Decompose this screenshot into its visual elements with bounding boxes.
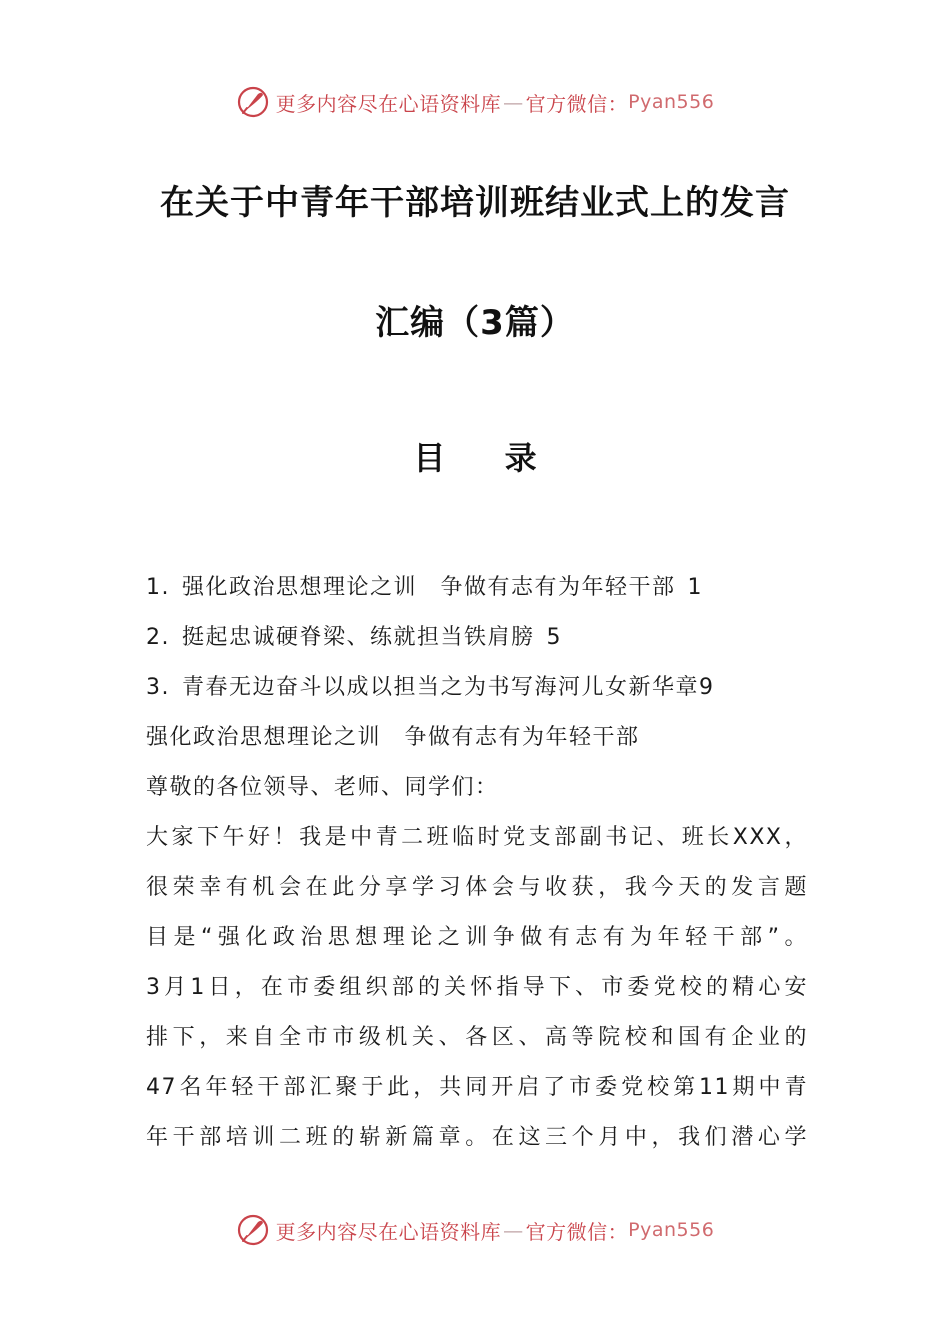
watermark-wechat-id: Pyan556: [628, 1219, 715, 1241]
watermark-prefix: 更多内容尽在心语资料库: [275, 1219, 502, 1244]
watermark-header: [0, 82, 950, 122]
watermark-footer: [0, 1210, 950, 1250]
watermark-wechat-id: Pyan556: [628, 91, 715, 113]
article-line: 排下，来自全市市级机关、各区、高等院校和国有企业的: [146, 1025, 808, 1050]
toc-item[interactable]: [146, 613, 808, 663]
watermark-suffix-label: 官方微信：: [525, 1219, 629, 1244]
toc-item-text: 挺起忠诚硬脊梁、练就担当铁肩膀: [182, 625, 535, 650]
toc-item-text: 强化政治思想理论之训 争做有志有为年轻干部: [182, 575, 676, 600]
document-title-line-1: 在关于中青年干部培训班结业式上的发言: [160, 183, 790, 223]
quill-logo-icon: [236, 85, 270, 119]
toc-list: [146, 563, 808, 1163]
article-line: 大家下午好！我是中青二班临时党支部副书记、班长XXX，: [146, 825, 808, 850]
article-line: 47名年轻干部汇聚于此，共同开启了市委党校第11期中青: [146, 1075, 808, 1100]
watermark-suffix-label: 官方微信：: [525, 91, 629, 116]
toc-item-number: 2.: [146, 625, 170, 650]
watermark-dash: —: [503, 1218, 524, 1242]
article-line: 目是“强化政治思想理论之训争做有志有为年轻干部”。: [146, 925, 808, 950]
document-title-line-2: 汇编（3篇）: [375, 303, 575, 343]
toc-item-number: 3.: [146, 675, 170, 700]
article-line: 3月1日，在市委组织部的关怀指导下、市委党校的精心安: [146, 975, 808, 1000]
article-line: 很荣幸有机会在此分享学习体会与收获，我今天的发言题: [146, 875, 808, 900]
toc-heading: 目 录: [413, 439, 561, 477]
article-title: 强化政治思想理论之训 争做有志有为年轻干部: [146, 725, 640, 750]
toc-item-number: 1.: [146, 575, 170, 600]
toc-item-page: 1: [687, 575, 704, 600]
watermark-prefix: 更多内容尽在心语资料库: [275, 91, 502, 116]
article-line: 年干部培训二班的崭新篇章。在这三个月中，我们潜心学: [146, 1125, 808, 1150]
toc-item[interactable]: [146, 663, 808, 713]
toc-item-page: 9: [699, 675, 715, 700]
article-salutation: 尊敬的各位领导、老师、同学们：: [146, 775, 499, 800]
quill-logo-icon: [236, 1213, 270, 1247]
watermark-dash: —: [503, 90, 524, 114]
toc-item-page: 5: [546, 625, 563, 650]
toc-item-text: 青春无边奋斗以成以担当之为书写海河儿女新华章: [182, 675, 700, 700]
toc-item[interactable]: [146, 563, 808, 613]
